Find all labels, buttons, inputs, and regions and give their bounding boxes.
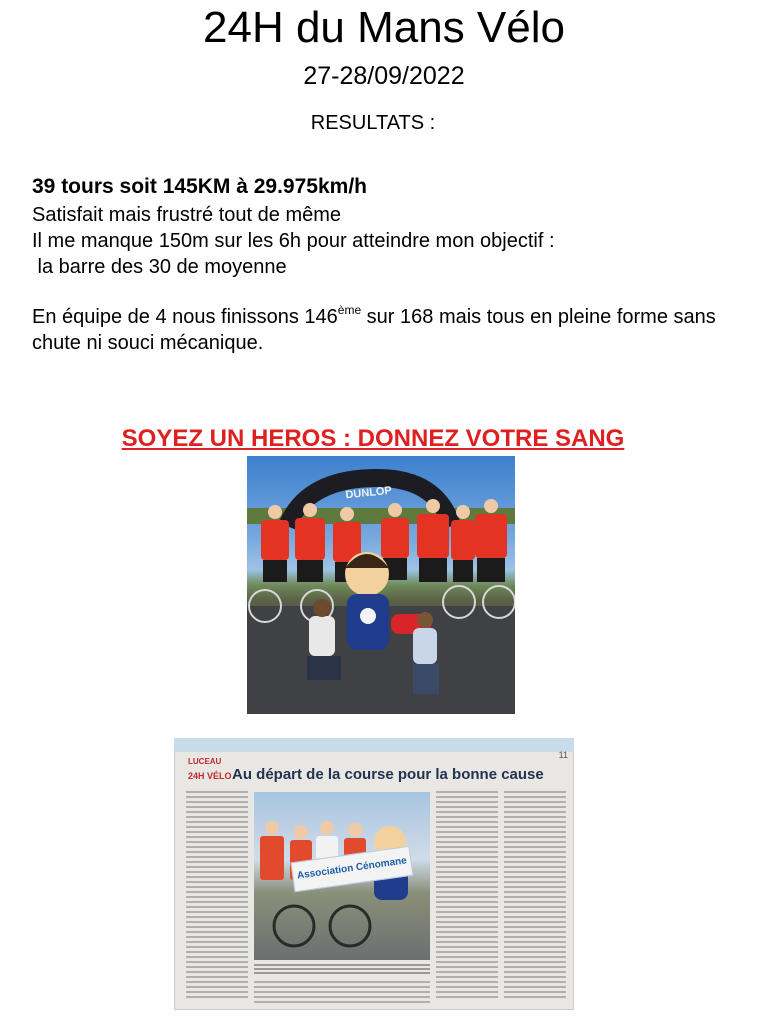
- blood-donation-slogan: SOYEZ UN HEROS : DONNEZ VOTRE SANG: [121, 425, 625, 452]
- team-photo-illustration: [247, 456, 515, 714]
- ordinal-suffix: ème: [337, 303, 362, 317]
- paragraph1-line2: Il me manque 150m sur les 6h pour atteindre mon objectif :: [32, 230, 555, 252]
- newspaper-clipping: [174, 738, 574, 1010]
- newspaper-headline: Au départ de la course pour la bonne cause: [232, 766, 544, 783]
- event-date: 27-28/09/2022: [303, 62, 465, 90]
- newspaper-photo-caption: [254, 962, 430, 974]
- newspaper-kicker: 24H VÉLO: [188, 771, 232, 781]
- newspaper-page-number: 11: [558, 750, 568, 760]
- newspaper-column-bottom: [254, 978, 430, 1004]
- newspaper-town: LUCEAU: [188, 757, 222, 766]
- newspaper-column-left: [186, 788, 248, 1000]
- results-headline: 39 tours soit 145KM à 29.975km/h: [32, 175, 367, 198]
- paragraph1-line1: Satisfait mais frustré tout de même: [32, 204, 342, 226]
- newspaper-column-right: [504, 788, 566, 1000]
- paragraph2-before: En équipe de 4 nous finissons 146: [32, 306, 338, 328]
- results-label: RESULTATS :: [310, 112, 436, 134]
- association-banner: Association Cénomane: [290, 846, 413, 892]
- paragraph2: [32, 304, 732, 356]
- paragraph2-after: sur 168 mais tous en pleine forme sans chute ni souci mécanique.: [32, 306, 716, 354]
- newspaper-header-bar: [174, 738, 574, 752]
- results-text: [32, 172, 732, 356]
- team-photo: [247, 456, 515, 714]
- page-title: 24H du Mans Vélo: [203, 3, 565, 52]
- newspaper-column-mid: [436, 788, 498, 1000]
- arch-text: DUNLOP: [344, 484, 393, 502]
- paragraph1-line3: la barre des 30 de moyenne: [32, 256, 287, 278]
